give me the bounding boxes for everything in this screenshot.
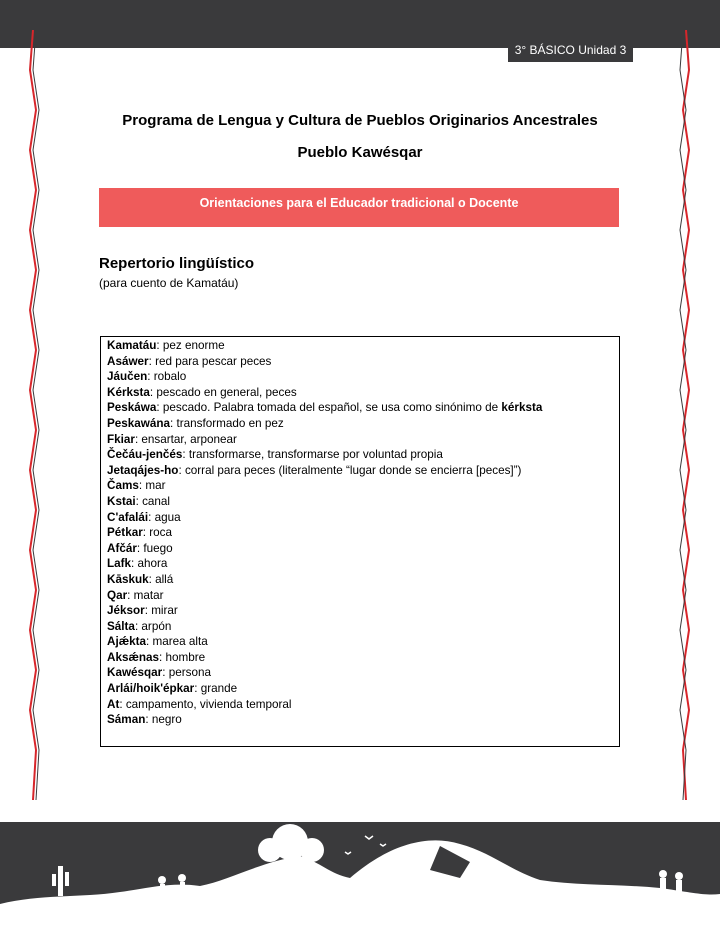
vocab-term: Sálta [107, 619, 135, 633]
vocab-definition: : robalo [147, 370, 187, 384]
vocab-term: Arlái/hoik'épkar [107, 682, 195, 696]
section-heading: Repertorio lingüístico [99, 255, 255, 272]
vocab-term: Jáučen [107, 370, 148, 384]
vocab-definition: : agua [148, 510, 181, 524]
vocab-item [107, 432, 613, 448]
vocab-definition: : campamento, vivienda temporal [119, 697, 292, 711]
vocab-term: Kawésqar [107, 666, 163, 680]
vocab-term: Peskawána [107, 416, 171, 430]
vocab-item [107, 712, 613, 728]
vocab-definition: : roca [142, 526, 172, 540]
vocab-term: Jéksor [107, 604, 145, 618]
vocab-item [107, 338, 613, 354]
vocab-definition: : persona [162, 666, 211, 680]
vocab-definition: : matar [127, 588, 164, 602]
vocab-term: Fkiar [107, 432, 135, 446]
vocab-definition: : arpón [134, 619, 172, 633]
vocab-term: Afčár [107, 541, 137, 555]
footer-landscape [0, 822, 720, 932]
vocab-term: Kérksta [107, 385, 150, 399]
vocab-term: Čečáu-jenčés [107, 448, 183, 462]
vocab-definition: : mirar [144, 604, 178, 618]
vocabulary-box [100, 336, 620, 747]
vocab-definition: : transformado en pez [170, 416, 284, 430]
vocab-definition: : grande [194, 682, 238, 696]
vocab-item [107, 463, 613, 479]
vocab-item [107, 510, 613, 526]
vocab-definition: : mar [138, 479, 166, 493]
vocab-item [107, 697, 613, 713]
vocab-definition: : ensartar, arponear [134, 432, 237, 446]
vocab-item [107, 556, 613, 572]
vocab-definition: : ahora [131, 557, 168, 571]
vocab-term: Čams [107, 479, 139, 493]
vocab-item [107, 588, 613, 604]
vocab-term: Ajǽkta [107, 635, 146, 649]
people-title: Pueblo Kawésqar [297, 144, 423, 161]
vocab-term: Sáman [107, 713, 146, 727]
vocab-definition: : pescado. Palabra tomada del español, se usa como sinónimo de [156, 401, 502, 415]
landscape-silhouette-icon [0, 822, 720, 932]
section-note: (para cuento de Kamatáu) [99, 276, 239, 290]
vocab-item [107, 416, 613, 432]
vocab-item [107, 494, 613, 510]
unit-badge: 3° BÁSICO Unidad 3 [508, 38, 633, 62]
vocab-term: At [107, 697, 120, 711]
vocab-definition: : corral para peces (literalmente “lugar donde se encierra [peces]”) [178, 463, 522, 477]
vocab-item [107, 525, 613, 541]
vocab-term: Lafk [107, 557, 132, 571]
vocab-term: Kāskuk [107, 572, 149, 586]
vocab-definition: : negro [145, 713, 182, 727]
vocab-term: Kstai [107, 494, 136, 508]
vocab-definition: : allá [148, 572, 174, 586]
vocab-definition: : red para pescar peces [148, 354, 272, 368]
vocab-item [107, 603, 613, 619]
educator-banner: Orientaciones para el Educador tradicional o Docente [99, 188, 619, 227]
vocab-term: Asáwer [107, 354, 149, 368]
vocab-term: Jetaqájes-ho [107, 463, 179, 477]
vocab-item [107, 400, 613, 416]
vocab-item [107, 619, 613, 635]
vocab-definition: : canal [135, 494, 171, 508]
vocab-item [107, 541, 613, 557]
vocab-item [107, 354, 613, 370]
vocab-item [107, 572, 613, 588]
vocab-definition: : marea alta [145, 635, 208, 649]
vocab-definition: : pescado en general, peces [149, 385, 297, 399]
vocab-term: Kamatáu [107, 339, 157, 352]
vocab-item [107, 385, 613, 401]
vocab-item [107, 447, 613, 463]
vocab-term: Peskáwa [107, 401, 157, 415]
vocab-item [107, 665, 613, 681]
vocab-item [107, 369, 613, 385]
vocab-term: Pétkar [107, 526, 143, 540]
vocab-item [107, 681, 613, 697]
vocab-inline-term: kérksta [501, 401, 543, 415]
vocab-term: C'afalái [107, 510, 149, 524]
vocab-definition: : fuego [136, 541, 173, 555]
program-title: Programa de Lengua y Cultura de Pueblos Originarios Ancestrales [122, 112, 598, 129]
vocab-item [107, 634, 613, 650]
vocab-item [107, 650, 613, 666]
vocab-term: Qar [107, 588, 128, 602]
vocab-definition: : hombre [158, 650, 206, 664]
vocab-item [107, 478, 613, 494]
vocab-definition: : transformarse, transformarse por voluntad propia [182, 448, 443, 462]
vocab-definition: : pez enorme [156, 339, 225, 352]
vocab-term: Aksǽnas [107, 650, 159, 664]
